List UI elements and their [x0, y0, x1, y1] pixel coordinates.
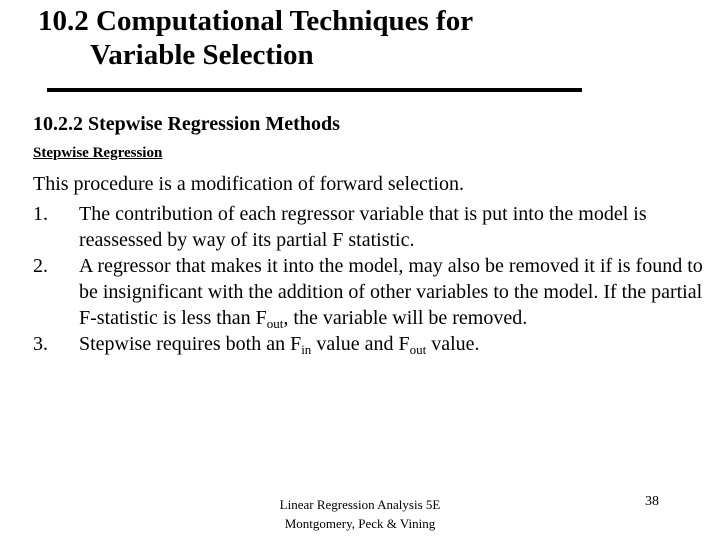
list-item-text-part: , the variable will be removed. [283, 307, 528, 329]
subscript-in: in [301, 342, 312, 357]
list-item-number: 2. [33, 255, 48, 277]
list-item-text [79, 331, 703, 357]
subscript-out: out [266, 316, 284, 331]
intro-text: This procedure is a modification of forward selection. [33, 173, 464, 195]
list-item [33, 201, 703, 253]
list-item-text [79, 253, 703, 331]
slide-title [38, 4, 638, 72]
slide-title-line-1: 10.2 Computational Techniques for [38, 5, 474, 37]
section-heading: 10.2.2 Stepwise Regression Methods [33, 113, 340, 135]
title-underline-divider [47, 88, 582, 92]
slide-title-line-2: Variable Selection [90, 39, 314, 71]
numbered-list [33, 201, 703, 357]
list-item-text-part: value and F [311, 333, 410, 355]
list-item-text-part: value. [426, 333, 480, 355]
list-item [33, 331, 703, 357]
list-item-text-part: Stepwise requires both an F [79, 333, 302, 355]
page-number: 38 [645, 494, 659, 509]
footer-book-title: Linear Regression Analysis 5E [279, 497, 441, 512]
list-item-text-part: A regressor that makes it into the model, may also be removed it if is found to be insignificant with the addition of other variables to the model. If the partial F-statistic is less than F [79, 255, 703, 329]
footer-citation [250, 495, 470, 533]
list-item-number: 1. [33, 203, 48, 225]
list-item-number: 3. [33, 333, 48, 355]
subscript-out: out [409, 342, 427, 357]
topic-label: Stepwise Regression [33, 145, 163, 161]
footer-authors: Montgomery, Peck & Vining [284, 516, 436, 531]
list-item [33, 253, 703, 331]
list-item-text: The contribution of each regressor variable that is put into the model is reassessed by way of its partial F statistic. [79, 203, 647, 251]
